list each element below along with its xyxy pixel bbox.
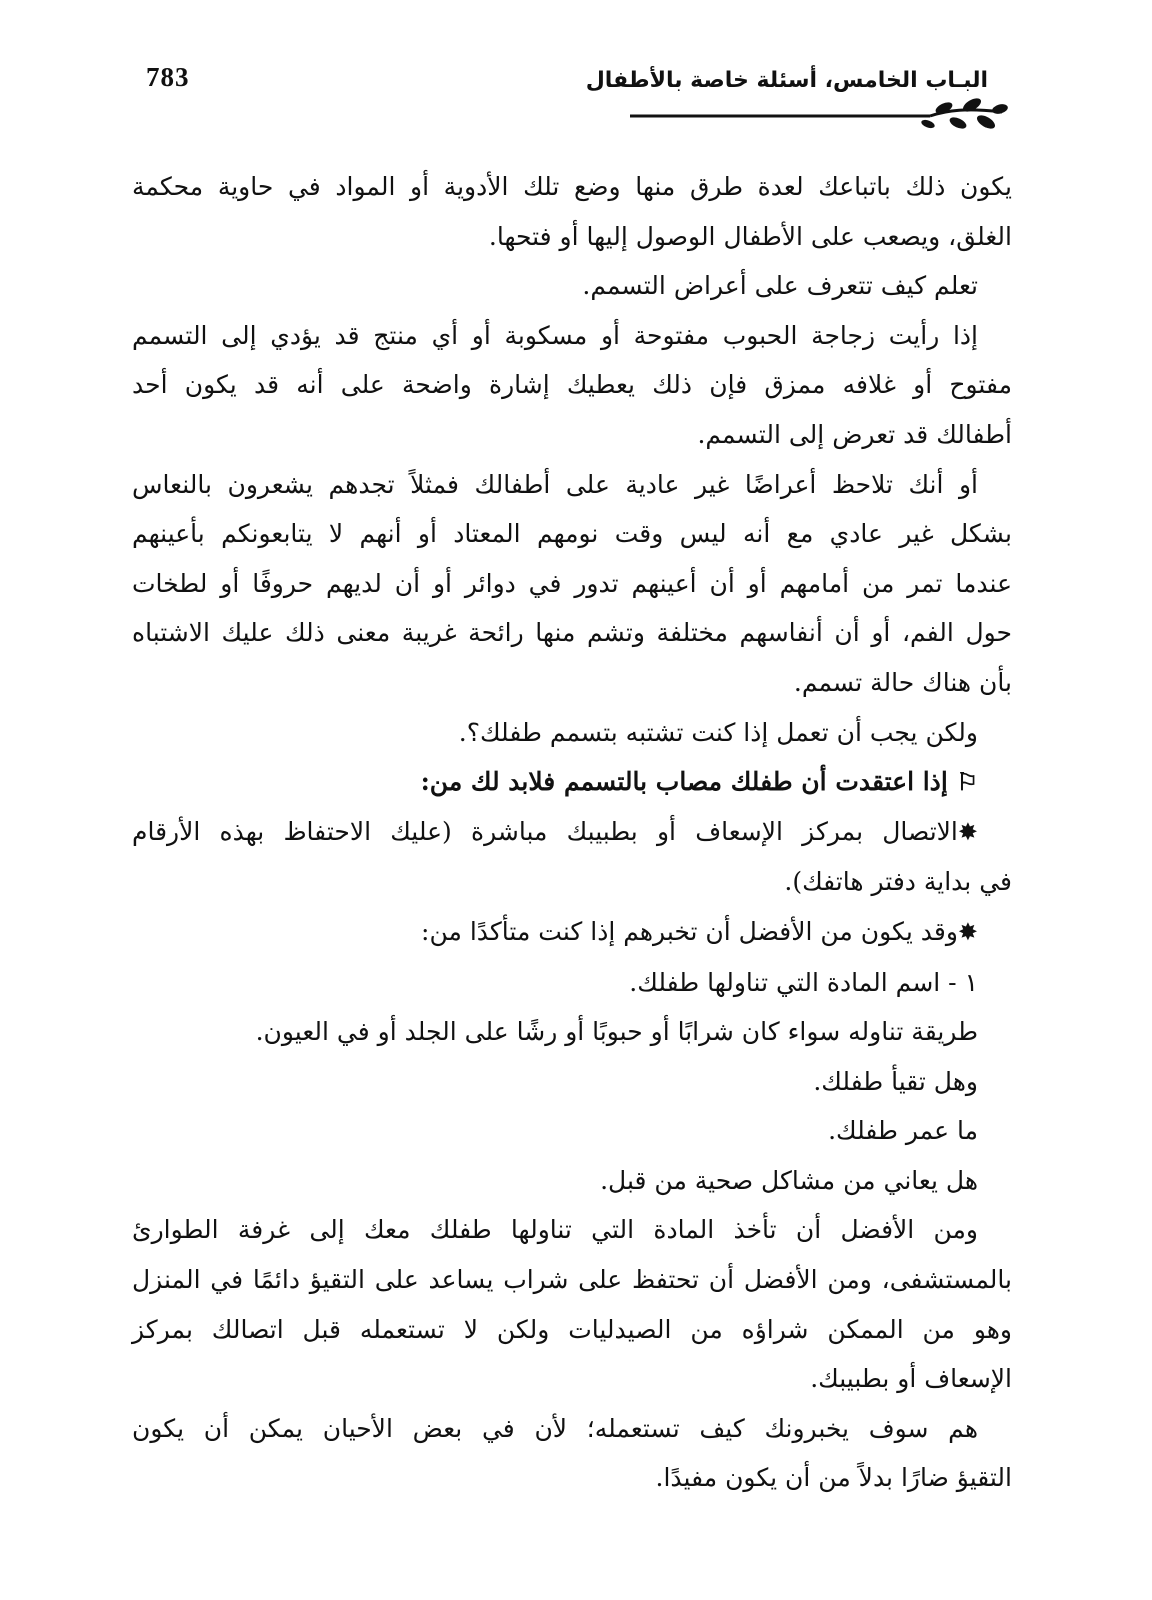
paragraph-line: بأن هناك حالة تسمم. [793, 667, 1012, 697]
paragraph-line: هم سوف يخبرونك كيف تستعمله؛ لأن في بعض الأحيان يمكن أن يكون [132, 1413, 978, 1443]
paragraph-line: ومن الأفضل أن تأخذ المادة التي تناولها طفلك معك إلى غرفة الطوارئ [132, 1215, 978, 1245]
paragraph-line: بشكل غير عادي مع أنه ليس وقت نومهم المعتاد أو أنهم لا يتابعونكم بأعينهم [132, 519, 1012, 549]
bullet-text: وقد يكون من الأفضل أن تخبرهم إذا كنت متأكدًا من: [421, 916, 958, 946]
paragraph-line: إذا رأيت زجاجة الحبوب مفتوحة أو مسكوبة أو أي منتج قد يؤدي إلى التسمم [132, 320, 978, 350]
bullet-line [132, 807, 1012, 858]
paragraph-line: الغلق، ويصعب على الأطفال الوصول إليها أو فتحها. [488, 221, 1012, 251]
star-bullet-icon: ✸ [957, 917, 978, 946]
list-item: وهل تقيأ طفلك. [813, 1066, 978, 1096]
paragraph-line: ولكن يجب أن تعمل إذا كنت تشتبه بتسمم طفلك؟. [458, 717, 978, 747]
paragraph-line: حول الفم، أو أن أنفاسهم مختلفة وتشم منها رائحة غريبة معنى ذلك عليك الاشتباه [132, 618, 1012, 648]
paragraph-line: الإسعاف أو بطبيبك. [810, 1364, 1012, 1394]
paragraph-line: التقيؤ ضارًا بدلاً من أن يكون مفيدًا. [655, 1463, 1012, 1493]
paragraph-line: بالمستشفى، ومن الأفضل أن تحتفظ على شراب يساعد على التقيؤ دائمًا في المنزل [132, 1265, 1012, 1295]
paragraph-line: أو أنك تلاحظ أعراضًا غير عادية على أطفالك فمثلاً تجدهم يشعرون بالنعاس [132, 469, 978, 499]
page-body [132, 162, 1012, 1503]
list-item: ١ - اسم المادة التي تناولها طفلك. [629, 967, 978, 997]
subheading [132, 757, 1012, 807]
list-item: ما عمر طفلك. [828, 1116, 978, 1146]
paragraph-line: أطفالك قد تعرض إلى التسمم. [697, 419, 1012, 449]
star-bullet-icon: ✸ [957, 817, 978, 846]
paragraph-line: وهو من الممكن شراؤه من الصيدليات ولكن لا تستعمله قبل اتصالك بمركز [132, 1314, 1012, 1344]
paragraph-line: في بداية دفتر هاتفك). [784, 867, 1012, 897]
subheading-text: إذا اعتقدت أن طفلك مصاب بالتسمم فلابد لك من: [420, 767, 948, 797]
page-number: 783 [146, 62, 190, 92]
bullet-text: الاتصال بمركز الإسعاف أو بطبيبك مباشرة (عليك الاحتفاظ بهذه الأرقام [132, 816, 958, 846]
paragraph-line: تعلم كيف تتعرف على أعراض التسمم. [582, 271, 978, 301]
list-item: هل يعاني من مشاكل صحية من قبل. [600, 1165, 978, 1195]
list-item: طريقة تناوله سواء كان شرابًا أو حبوبًا أو رشًا على الجلد أو في العيون. [255, 1017, 978, 1047]
hand-pointer-icon: ⚐ [956, 767, 978, 797]
running-header-title: البـاب الخامس، أسئلة خاصة بالأطفال [585, 68, 988, 93]
paragraph-line: عندما تمر من أمامهم أو أن أعينهم تدور في دوائر أو أن لديهم حروفًا أو لطخات [132, 568, 1012, 598]
bullet-line [132, 907, 1012, 958]
paragraph-line: يكون ذلك باتباعك لعدة طرق منها وضع تلك الأدوية أو المواد في حاوية محكمة [132, 172, 1012, 201]
paragraph-line: مفتوح أو غلافه ممزق فإن ذلك يعطيك إشارة واضحة على أنه قد يكون أحد [132, 370, 1012, 400]
leaf-branch-ornament-icon [630, 96, 1010, 136]
